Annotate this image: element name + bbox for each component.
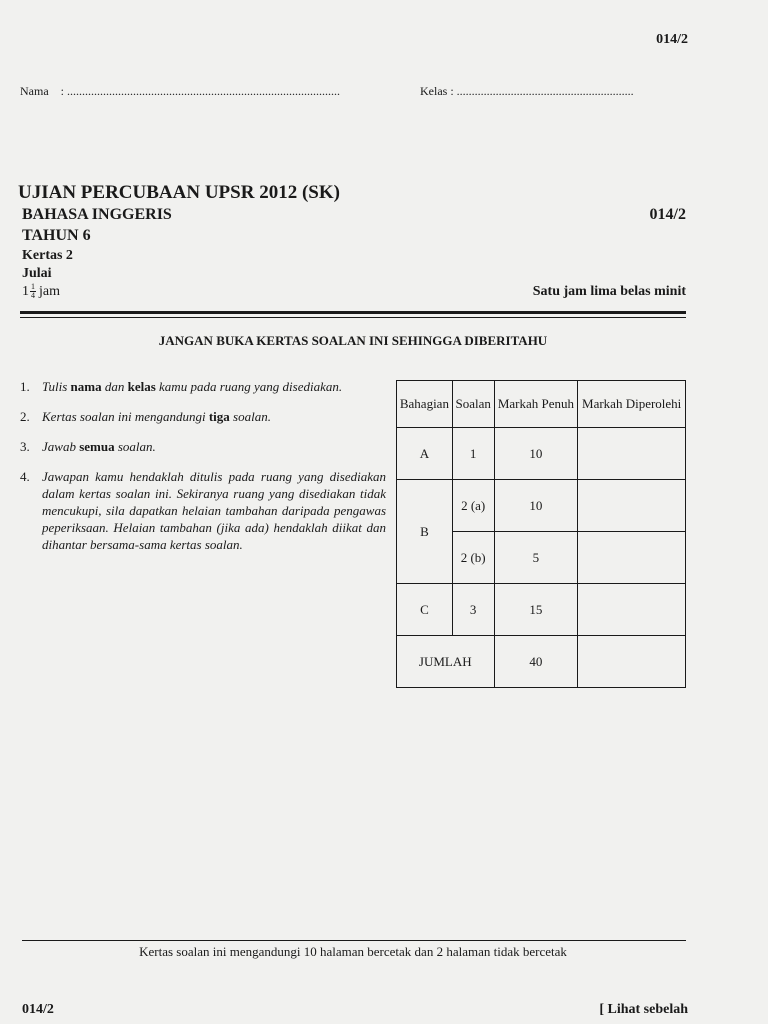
instruction-text: Kertas soalan ini mengandungi tiga soalan. [42,409,271,424]
instruction-number: 3. [20,439,30,454]
instruction-number: 2. [20,409,30,424]
duration-whole: 1 [22,283,29,299]
warning-text: JANGAN BUKA KERTAS SOALAN INI SEHINGGA DIBERITAHU [158,333,548,348]
name-line: : ........................................................................................... [60,84,340,98]
full-marks-cell: 10 [494,428,578,480]
class-line: ........................................................... [456,84,634,98]
duration-denominator: 4 [31,291,35,300]
full-marks-cell: 10 [494,480,578,532]
name-field[interactable] [20,84,340,99]
footer-divider [22,940,686,941]
table-row [397,584,686,636]
paper-code: 014/2 [649,206,686,223]
exam-subject: BAHASA INGGERIS [22,206,172,223]
paper-code-top: 014/2 [656,32,688,47]
name-label: Nama [20,84,49,98]
full-marks-cell: 5 [494,532,578,584]
turn-over-note: [ Lihat sebelah [599,1002,688,1017]
marks-table [396,380,686,688]
total-row [397,636,686,688]
paper-number: Kertas 2 [22,248,73,263]
class-field[interactable] [420,84,634,99]
exam-title: UJIAN PERCUBAAN UPSR 2012 (SK) [18,182,340,203]
instruction-text: Tulis nama dan kelas kamu pada ruang yang disediakan. [42,379,343,394]
table-header-row [397,381,686,428]
instruction-item [20,438,386,455]
instruction-item [20,378,386,395]
duration-unit: jam [39,283,60,299]
section-cell: C [397,584,453,636]
header-markah-penuh: Markah Penuh [494,381,578,428]
header-bahagian: Bahagian [397,381,453,428]
obtained-marks-cell[interactable] [578,532,686,584]
class-label: Kelas : [420,84,454,98]
section-cell: A [397,428,453,480]
question-cell: 2 (b) [452,532,494,584]
table-row [397,428,686,480]
total-obtained-marks[interactable] [578,636,686,688]
instruction-item [20,468,386,553]
table-row [397,480,686,532]
instruction-number: 4. [20,469,30,484]
page-count-note: Kertas soalan ini mengandungi 10 halaman bercetak dan 2 halaman tidak bercetak [139,944,567,959]
duration-words: Satu jam lima belas minit [532,284,686,299]
divider-thin [20,317,686,318]
exam-duration [22,283,60,300]
total-label: JUMLAH [397,636,495,688]
question-cell: 2 (a) [452,480,494,532]
duration-numerator: 1 [31,282,35,291]
header-markah-diperolehi: Markah Diperolehi [578,381,686,428]
instruction-number: 1. [20,379,30,394]
header-soalan: Soalan [452,381,494,428]
instructions-list [20,378,386,566]
duration-fraction [30,283,36,300]
obtained-marks-cell[interactable] [578,584,686,636]
question-cell: 3 [452,584,494,636]
instruction-item [20,408,386,425]
section-cell: B [397,480,453,584]
instruction-text: Jawapan kamu hendaklah ditulis pada ruang yang disediakan dalam kertas soalan ini. Sekiranya ruang yang disediakan tidak mencukupi, sila dapatkan helaian tambahan daripada pengawas peperiksaan. Helaian tambahan (jika ada) hendaklah diikat dan dihantar bersama-sama kertas soalan. [42,469,386,552]
exam-year: TAHUN 6 [22,227,91,244]
instruction-text: Jawab semua soalan. [42,439,156,454]
divider-thick [20,311,686,314]
paper-code-bottom: 014/2 [22,1002,54,1017]
total-full-marks: 40 [494,636,578,688]
question-cell: 1 [452,428,494,480]
exam-month: Julai [22,266,52,281]
full-marks-cell: 15 [494,584,578,636]
obtained-marks-cell[interactable] [578,480,686,532]
obtained-marks-cell[interactable] [578,428,686,480]
